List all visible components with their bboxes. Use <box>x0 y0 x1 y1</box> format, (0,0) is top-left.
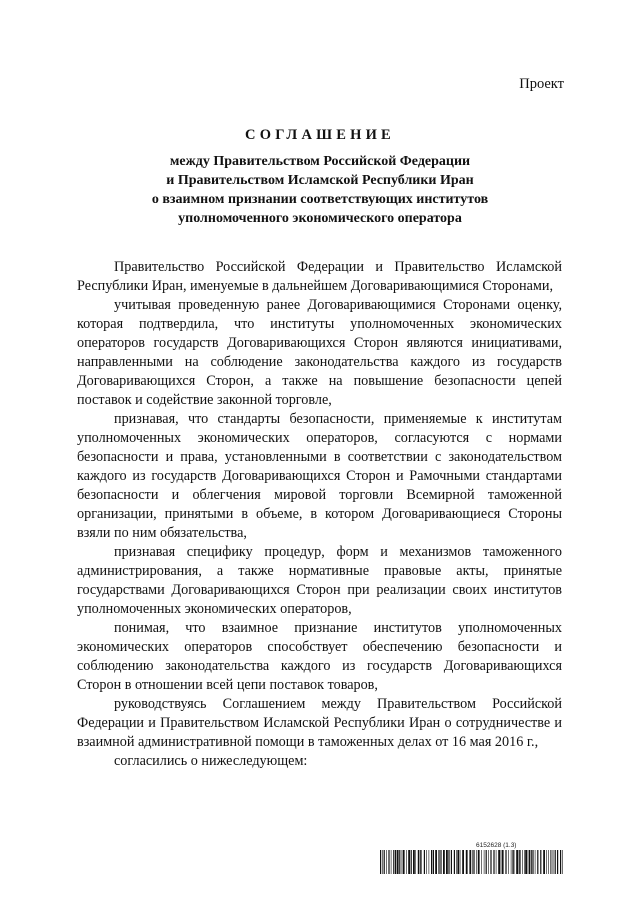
paragraph: учитывая проведенную ранее Договаривающимися Сторонами оценку, которая подтвердила, что институты уполномоченных экономических операторов государств Договаривающихся Сторон являются инициативами, направленными на соблюдение законодательства каждого из государств Договаривающихся Сторон, а также на повышение безопасности цепей поставок и содействие законной торговле, <box>77 297 562 408</box>
document-title: СОГЛАШЕНИЕ <box>245 127 395 143</box>
paragraph: руководствуясь Соглашением между Правительством Российской Федерации и Правительством Исламской Республики Иран о сотрудничестве и взаимной административной помощи в таможенных делах от 16 мая 2016 г., <box>77 696 562 750</box>
paragraph: Правительство Российской Федерации и Правительство Исламской Республики Иран, именуемые в дальнейшем Договаривающимися Сторонами, <box>77 259 562 294</box>
subtitle-line: о взаимном признании соответствующих институтов <box>151 192 489 207</box>
subtitle-line: уполномоченного экономического оператора <box>178 211 462 226</box>
document-subtitle <box>0 152 640 228</box>
paragraph: признавая специфику процедур, форм и механизмов таможенного администрирования, а также нормативные правовые акты, принятые государствами Договаривающихся Сторон при реализации своих институтов уполномоченных экономических операторов, <box>77 544 562 617</box>
barcode-icon <box>380 850 563 874</box>
draft-label: Проект <box>519 76 564 92</box>
subtitle-line: между Правительством Российской Федерации <box>169 154 471 169</box>
paragraph: признавая, что стандарты безопасности, применяемые к институтам уполномоченных экономических операторов, согласуются с нормами безопасности и права, установленными в соответствии с законодательством каждого из государств Договаривающихся Сторон и Рамочными стандартами безопасности и облегчения мировой торговли Всемирной таможенной организации, принятыми в объеме, в котором Договаривающиеся Стороны взяли по ним обязательства, <box>77 411 562 541</box>
barcode-number: 6152628 (1.3) <box>476 842 517 849</box>
paragraph: согласились о нижеследующем: <box>114 753 308 769</box>
subtitle-line: и Правительством Исламской Республики Иран <box>166 173 474 188</box>
paragraph: понимая, что взаимное признание институтов уполномоченных экономических операторов способствует обеспечению безопасности и соблюдению законодательства каждого из государств Договаривающихся Сторон в отношении всей цепи поставок товаров, <box>77 620 562 693</box>
document-body <box>77 258 562 771</box>
